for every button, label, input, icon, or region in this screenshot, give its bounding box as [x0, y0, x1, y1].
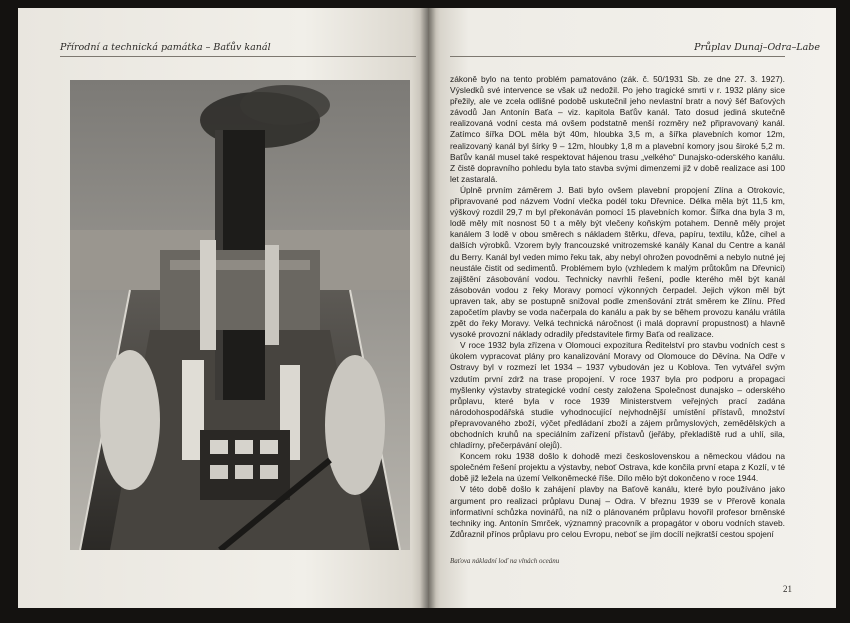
right-page-body-text [450, 74, 785, 540]
paragraph: Koncem roku 1938 došlo k dohodě mezi československou a německou vládou na společném řešení projektu a výstavby, neboť Ostrava, kde končila první etapa z Kozlí, v té době již ležela na území Velkoněmecké říše. Dílo mělo být dokončeno v roce 1944. [450, 451, 785, 484]
paragraph: Úplně prvním záměrem J. Bati bylo ovšem plavební propojení Zlína a Otrokovic, připravované pod názvem Vodní vlečka podél toku Dřevnice. Délka měla být 11,5 km, výškový rozdíl 29,7 m byl překonáván pomocí 15 plavebních komor. Šířka dna byla 3 m, lodě měly mít nosnost 50 t a měly být vlečeny koňským potahem. Denně měly projet kanálem 3 lodě v obou směrech s nákladem štěrku, dřeva, papíru, textilu, kůže, cihel a dalších výrobků. Vzorem byly francouzské vnitrozemské kanály Kanal du Centre a kanál du Berry. Kanál byl veden mimo řeku tak, aby nebyl ohrožen povodněmi a nebylo nutné jej neustále čistit od sedimentů. Problémem bylo (vzhledem k malým průtokům na Dřevnici) zajištění zásobování vodou. Technicky navrhli řešení, podle kterého měl být kanál zásobován vodou z řeky Moravy pomocí výkonných čerpadel. Jejich výkon měl být upraven tak, aby se postupně snižoval podle zmenšování ztrát směrem ke Zlínu. Před započetím plavby se voda načerpala do kanálu a pak by se během provozu kanálu vrátila zpět do řeky Moravy. Velká technická náročnost (i malá dopravní propustnost) a hlavně vysoké provozní náklady odradily představitele firmy Baťa od realizace. [450, 184, 785, 340]
page-number: 21 [783, 584, 792, 594]
photo-caption: Baťova nákladní loď na vlnách oceánu [450, 557, 560, 565]
paragraph: V roce 1932 byla zřízena v Olomouci expozitura Ředitelství pro stavbu vodních cest s úkolem vypracovat plány pro kanalizování Moravy od Olomouce do Děvína. Na Odře v Ostravy byl v rozmezí let 1934 – 1937 vybudován jez u Koblova. Ten vytvářel svým vzdutím první zdrž na trase propojení. V roce 1937 byla pro podporu a propagaci myšlenky výstavby strategické vodní cesty založena Společnost dunajsko – oderského průplavu, které byla v roce 1939 Ministerstvem veřejných prací zadána národohospodářská studie vyhodnocující nejvhodnější umístění přístavů, množství přepravovaného zboží, výčet předládaní zboží a zájem průmyslových, zemědělských a obchodních kruhů na speciálním zařízení přístavů (jeřáby, překladiště rud a uhlí, sila, chladírny, přečerpávání olejů). [450, 340, 785, 451]
ship-deck-photo [70, 80, 410, 550]
left-header-rule [60, 56, 416, 57]
right-running-head: Průplav Dunaj–Odra–Labe [694, 42, 820, 53]
left-running-head: Přírodní a technická památka – Baťův kanál [60, 42, 271, 53]
paragraph: V této době došlo k zahájení plavby na Baťově kanálu, které bylo používáno jako argument pro realizaci průplavu Dunaj – Odra. V březnu 1939 se v Přerově konala informativní schůzka novinářů, na níž o plánovaném průplavu hovořil profesor brněnské techniky ing. Antonín Smrček, významný pracovník a propagátor v oboru vodních staveb. Zdůraznil přínos průplavu pro celou Evropu, neboť se jím docílí nejkratší cestou spojení [450, 484, 785, 539]
book-gutter [420, 8, 436, 608]
paragraph: zákoně bylo na tento problém pamatováno (zák. č. 50/1931 Sb. ze dne 27. 3. 1927). Výsledků své intervence se však už nedožil. Po jeho tragické smrti v r. 1932 plány sice přežily, ale ve zcela odlišné podobě uskutečnil jeho nevlastní bratr a nový šéf Baťových závodů Jan Antonín Baťa – viz. kapitola Baťův kanál. Tato dosud jediná skutečně realizovaná vodní cesta má ovšem podstatně menší rozměry než připravovaný kanál. Zatímco šířka DOL měla být 40m, hloubka 3,5 m, a šířka plavebních komor 12m, realizovaný kanál byl šírky 9 – 12m, hloubky 1,8 m a plavební komory jsou široké 5,2 m. Baťův kanál musel také respektovat hájenou trasu „velkého“ Dunajsko-oderského kanálu. Z čistě dopravního pohledu byla tato stavba svými dimenzemi již v době realizace asi 100 let zastaralá. [450, 74, 785, 184]
right-header-rule [450, 56, 785, 57]
ship-deck-photo-icon [70, 80, 410, 550]
